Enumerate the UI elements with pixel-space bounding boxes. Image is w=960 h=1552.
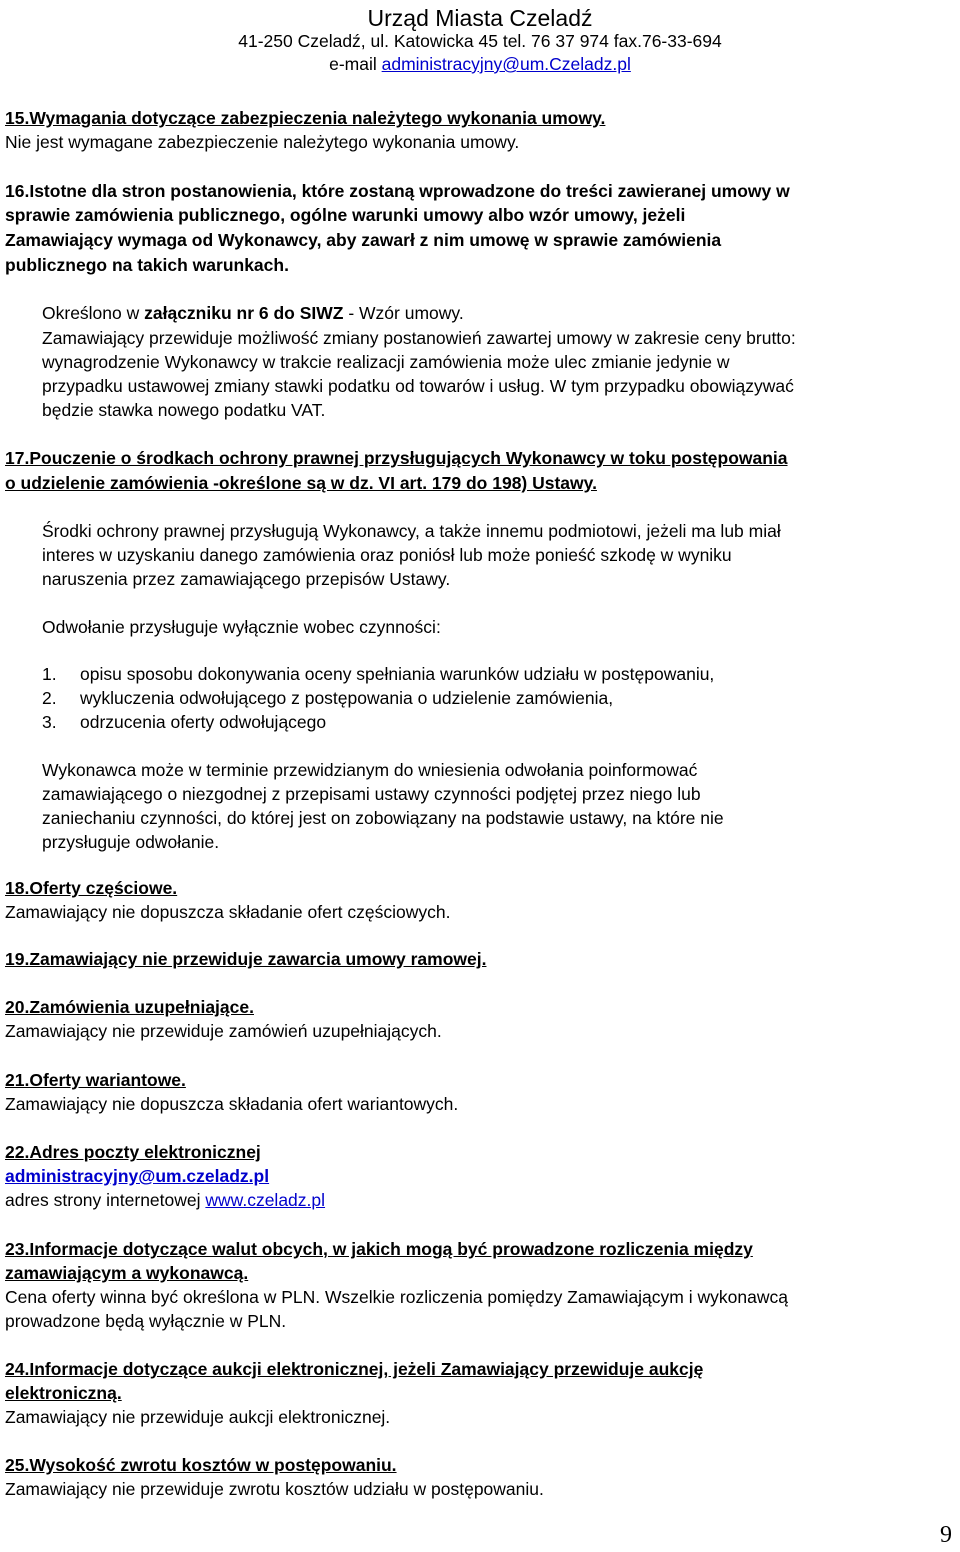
section-23-text-line (5, 1286, 955, 1308)
section-22-heading: 22.Adres poczty elektronicznej (5, 1142, 261, 1162)
section-18-heading: 18.Oferty częściowe. (5, 878, 178, 898)
section-23-heading-line: 23.Informacje dotyczące walut obcych, w jakich mogą być prowadzone rozliczenia między (5, 1239, 753, 1259)
section-17-text-line: przysługuje odwołanie. (42, 832, 220, 852)
section-16-heading-line: publicznego na takich warunkach. (5, 255, 289, 275)
section-17-text-line: interes w uzyskaniu danego zamówienia oraz poniósł lub może ponieść szkodę w wyniku (42, 545, 732, 565)
page-number: 9 (940, 1522, 952, 1548)
section-17-appeal-intro: Odwołanie przysługuje wyłącznie wobec czynności: (42, 617, 441, 637)
list-item: wykluczenia odwołującego z postępowania o udzielenie zamówienia, (80, 688, 614, 708)
section-15-text: Nie jest wymagane zabezpieczenie należytego wykonania umowy. (5, 132, 520, 152)
website-link[interactable]: www.czeladz.pl (205, 1190, 326, 1210)
section-18-text: Zamawiający nie dopuszcza składanie ofert częściowych. (5, 902, 451, 922)
section-16-heading-line: Zamawiający wymaga od Wykonawcy, aby zawarł z nim umowę w sprawie zamówienia (5, 230, 722, 250)
list-item: opisu sposobu dokonywania oceny spełniania warunków udziału w postępowaniu, (80, 664, 715, 684)
section-17-text-line (42, 520, 955, 542)
section-24-heading-line: 24.Informacje dotyczące aukcji elektronicznej, jeżeli Zamawiający przewiduje aukcję (5, 1359, 704, 1379)
section-16-text-line: wynagrodzenie Wykonawcy w trakcie realizacji zamówienia może ulec zmianie jedynie w (42, 352, 730, 372)
section-17-text-line: zamawiającego o niezgodnej z przepisami ustawy czynności podjętej przez niego lub (42, 784, 701, 804)
section-21-heading: 21.Oferty wariantowe. (5, 1070, 186, 1090)
list-item-number: 3. (42, 712, 57, 732)
section-17-heading-line: 17.Pouczenie o środkach ochrony prawnej przysługujących Wykonawcy w toku postępowania (5, 448, 788, 468)
section-25-heading: 25.Wysokość zwrotu kosztów w postępowaniu. (5, 1455, 397, 1475)
attachment-reference: załączniku nr 6 do SIWZ (144, 303, 344, 323)
section-16-text-line: przypadku ustawowej zmiany stawki podatku od towarów i usług. W tym przypadku obowiązywać (42, 376, 794, 396)
list-item: odrzucenia oferty odwołującego (80, 712, 327, 732)
section-23-heading-line: zamawiającym a wykonawcą. (5, 1263, 249, 1283)
section-16-text-line: Zamawiający przewiduje możliwość zmiany postanowień zawartej umowy w zakresie ceny brutto: (42, 328, 796, 348)
section-23-text-line: prowadzone będą wyłącznie w PLN. (5, 1311, 287, 1331)
section-21-text: Zamawiający nie dopuszcza składania ofert wariantowych. (5, 1094, 459, 1114)
section-19-heading: 19.Zamawiający nie przewiduje zawarcia umowy ramowej. (5, 949, 487, 969)
section-17-text-line: naruszenia przez zamawiającego przepisów Ustawy. (42, 569, 451, 589)
section-20-heading: 20.Zamówienia uzupełniające. (5, 997, 254, 1017)
email-prefix: e-mail (329, 54, 382, 74)
section-24-heading-line: elektroniczną. (5, 1383, 122, 1403)
reference-prefix: Określono w (42, 303, 145, 323)
list-item-number: 2. (42, 688, 57, 708)
website-line (5, 1189, 325, 1211)
section-17-heading-line: o udzielenie zamówienia -określone są w dz. VI art. 179 do 198) Ustawy. (5, 473, 597, 493)
section-17-text-line: Wykonawca może w terminie przewidzianym do wniesienia odwołania poinformować (42, 760, 698, 780)
section-16-text-line: będzie stawka nowego podatku VAT. (42, 400, 326, 420)
website-prefix: adres strony internetowej (5, 1190, 206, 1210)
office-address: 41-250 Czeladź, ul. Katowicka 45 tel. 76 37 974 fax.76-33-694 (238, 31, 722, 51)
office-email-line (0, 53, 960, 75)
section-16-heading-line: 16.Istotne dla stron postanowienia, które zostaną wprowadzone do treści zawieranej umowy w (5, 181, 790, 201)
section-20-text: Zamawiający nie przewiduje zamówień uzupełniających. (5, 1021, 442, 1041)
section-15-heading: 15.Wymagania dotyczące zabezpieczenia należytego wykonania umowy. (5, 108, 606, 128)
text-line: Cena oferty winna być określona w PLN. Wszelkie rozliczenia pomiędzy Zamawiającym i wykonawcą (5, 1287, 788, 1307)
section-24-text: Zamawiający nie przewiduje aukcji elektronicznej. (5, 1407, 391, 1427)
office-email-link[interactable]: administracyjny@um.Czeladz.pl (381, 54, 631, 74)
office-title: Urząd Miasta Czeladź (367, 5, 593, 31)
section-25-text: Zamawiający nie przewiduje zwrotu kosztów udziału w postępowaniu. (5, 1479, 544, 1499)
list-item-number: 1. (42, 664, 57, 684)
section-17-text-line: zaniechaniu czynności, do której jest on zobowiązany na podstawie ustawy, na które nie (42, 808, 724, 828)
text-line: Środki ochrony prawnej przysługują Wykonawcy, a także innemu podmiotowi, jeżeli ma lub miał (42, 521, 781, 541)
section-16-reference (42, 302, 464, 324)
section-16-heading-line: sprawie zamówienia publicznego, ogólne warunki umowy albo wzór umowy, jeżeli (5, 205, 686, 225)
email-link[interactable]: administracyjny@um.czeladz.pl (5, 1166, 270, 1186)
reference-suffix: - Wzór umowy. (343, 303, 464, 323)
